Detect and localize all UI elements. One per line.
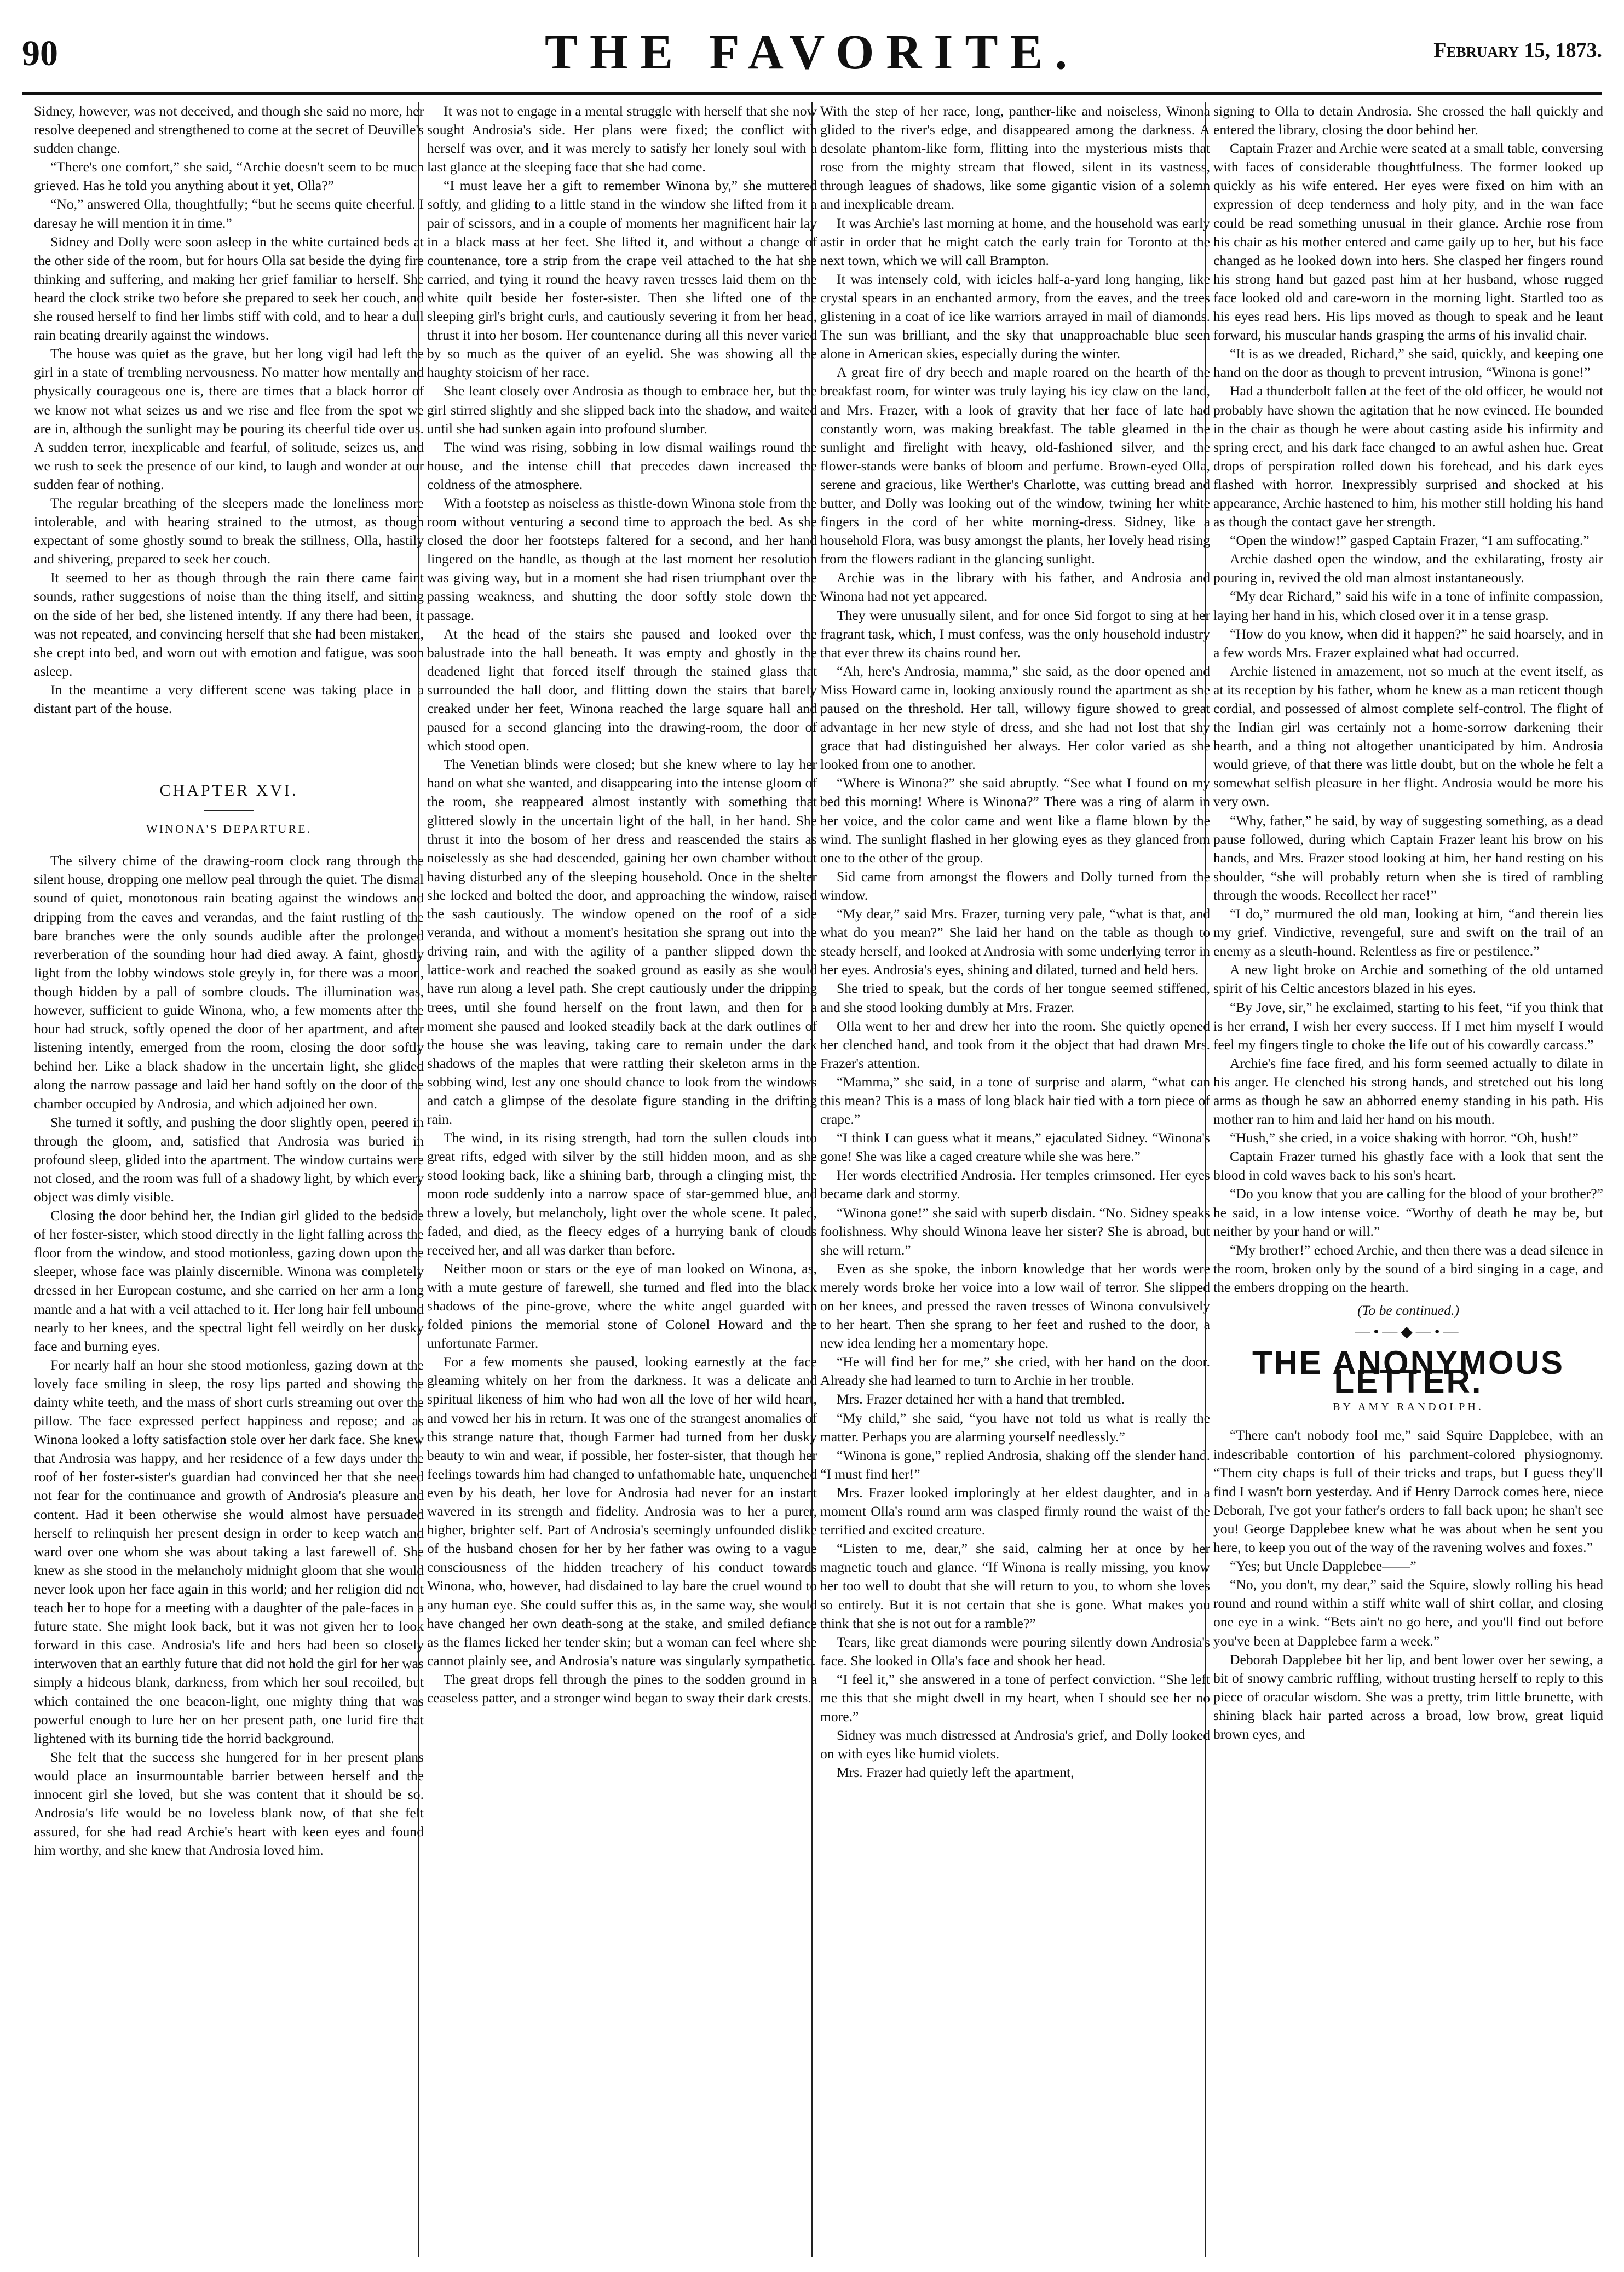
column-1 xyxy=(34,102,424,2257)
byline: BY AMY RANDOLPH. xyxy=(1333,1401,1484,1413)
column-3 xyxy=(820,102,1210,2257)
column-2 xyxy=(427,102,817,2257)
paragraph: It seemed to her as though through the rain there came faint sounds, rather suggestions of noise than the thing itself, and sitting on the side of her bed, she listened intently. If any there had been, it was not repeated, and convincing herself that she had been mistaken, she crept into bed, and worn out with emotion and fatigue, was soon asleep. xyxy=(34,570,424,679)
paragraph: In the meantime a very different scene was taking place in a distant part of the house. xyxy=(34,681,424,716)
paragraph: “By Jove, sir,” he exclaimed, starting to his feet, “if you think that is her errand, I wish her every success. If I met him myself I would feel my fingers tingle to choke the life out of his cowardly carcass.” xyxy=(1213,999,1603,1052)
paragraph: The wind was rising, sobbing in low dismal wailings round the house, and the intense chill that precedes dawn increased the coldness of the atmosphere. xyxy=(427,439,817,492)
paragraph: With a footstep as noiseless as thistle-down Winona stole from the room without venturing a second time to approach the bed. As she closed the door her footsteps faltered for a second, and her hand lingered on the handle, as though at the last moment her resolution was giving way, but in a moment she had risen triumphant over the passing weakness, and shutting the door softly stole down the passage. xyxy=(427,494,817,623)
paragraph: It was not to engage in a mental struggle with herself that she now sought Androsia's side. Her plans were fixed; the conflict with herself was over, and it was merely to satisfy her lonely soul with a last glance at the sleeping face that she had come. xyxy=(427,103,817,175)
paragraph: “My dear Richard,” said his wife in a tone of infinite compassion, laying her hand in his, which closed over it in a tense grasp. xyxy=(1213,588,1603,623)
paragraph: She felt that the success she hungered for in her present plans would place an insurmountable barrier between herself and the innocent girl she loved, but she was content that it should be so. Androsia's life would be no loveless blank now, of that she felt assured, for she had read Archie's heart with keen eyes and found him worthy, and she knew that Androsia loved him. xyxy=(34,1748,424,1859)
paragraph: Tears, like great diamonds were pouring silently down Androsia's face. She looked in Olla's face and shook her head. xyxy=(820,1633,1210,1669)
paragraph: A new light broke on Archie and something of the old untamed spirit of his Celtic ancestors blazed in his eyes. xyxy=(1213,962,1603,997)
paragraph: Captain Frazer and Archie were seated at a small table, conversing with faces of considerable thoughtfulness. The former looked up quickly as his wife entered. Her eyes were fixed on him with an expression of deep tenderness and holy pity, and in the wan face could be read something unusual in their glance. Archie rose from his chair as his mother entered and came gaily up to her, but his face changed as he looked down into hers. She clasped her fingers round his strong hand but gazed past him at her husband, whose rugged face looked old and care-worn in the morning light. Startled too as his eyes read hers. His lips moved as though to speak and he leant forward, his muscular hands grasping the arms of his invalid chair. xyxy=(1213,140,1603,343)
paragraph: “There's one comfort,” she said, “Archie doesn't seem to be much grieved. Has he told you anything about it yet, Olla?” xyxy=(34,159,424,194)
paragraph: “How do you know, when did it happen?” he said hoarsely, and in a few words Mrs. Frazer explained what had occurred. xyxy=(1213,625,1603,660)
paragraph: “Mamma,” she said, in a tone of surprise and alarm, “what can this mean? This is a mass of long black hair tied with a torn piece of crape.” xyxy=(820,1073,1210,1128)
paragraph: Archie's fine face fired, and his form seemed actually to dilate in his anger. He clenched his strong hands, and stretched out his long arms as though he saw an abhorred enemy standing in his path. His mother ran to him and laid her hand on his mouth. xyxy=(1213,1055,1603,1128)
paragraph: Captain Frazer turned his ghastly face with a look that sent the blood in cold waves back to his son's heart. xyxy=(1213,1148,1603,1183)
paragraph: The house was quiet as the grave, but her long vigil had left the girl in a state of trembling nervousness. No matter how mentally and physically courageous one is, there are times that a black horror of we know not what seizes us and we rise and flee from the spot we are in, although the sunlight may be pouring its cheerful tide over us. A sudden terror, inexplicable and fearful, of solitude, seizes us, and we rush to seek the presence of our kind, to laugh and wonder at our sudden fear of nothing. xyxy=(34,346,424,492)
paragraph: “Ah, here's Androsia, mamma,” she said, as the door opened and Miss Howard came in, looking anxiously round the apartment as she paused on the threshold. Her tall, willowy figure showed to great advantage in her new style of dress, and she had not lost that shy grace that had distinguished her always. Her color varied as she looked from one to another. xyxy=(820,663,1210,773)
header-rule xyxy=(22,92,1602,95)
chapter-rule xyxy=(204,810,254,811)
paragraph: The silvery chime of the drawing-room clock rang through the silent house, dropping one mellow peal through the quiet. The dismal sound of quiet, monotonous rain beating against the windows and dripping from the eaves and verandas, and the faint rustling of the bare branches were the only sounds audible after the prolonged reverberation of the sounding hour had died away. A faint, ghostly light from the lobby windows stole greyly in, for there was a moon, though hidden by a pall of sombre clouds. The illumination was, however, sufficient to guide Winona, who, a few moments after the hour had struck, softly opened the door of her apartment, and after listening intently, emerged from the room, closing the door softly behind her. Like a black shadow in the uncertain light, she glided along the narrow passage and laid her hand softly on the door of the chamber occupied by Androsia, and which adjoined her own. xyxy=(34,853,424,1112)
paragraph: Had a thunderbolt fallen at the feet of the old officer, he would not probably have shown the agitation that he now evinced. He bounded in the chair as though he were about casting aside his infirmity and spring erect, and his dark face changed to an awful ashen hue. Great drops of perspiration rolled down his forehead, and his dark eyes flashed with horror. Inexpressibly surprised and shocked at his appearance, Archie hastened to him, his mother still holding his hand as though the contact gave her strength. xyxy=(1213,383,1603,530)
paragraph: “Where is Winona?” she said abruptly. “See what I found on my bed this morning! Where is Winona?” There was a ring of alarm in her voice, and the color came and went like a flame blown by the wind. The sunlight flashed in her glowing eyes as they glanced from one to the other of the group. xyxy=(820,775,1210,866)
paragraph: Mrs. Frazer detained her with a hand that trembled. xyxy=(837,1391,1125,1407)
paragraph: “My brother!” echoed Archie, and then there was a dead silence in the room, broken only by the sound of a bird singing in a cage, and the embers dropping on the hearth. xyxy=(1213,1241,1603,1295)
paragraph: She tried to speak, but the cords of her tongue seemed stiffened, and she stood looking dumbly at Mrs. Frazer. xyxy=(820,980,1210,1015)
paragraph: She turned it softly, and pushing the door slightly open, peered in through the gloom, and, satisfied that Androsia was buried in profound sleep, glided into the apartment. The window curtains were not closed, and the room was full of a shadowy light, by which every object was dimly visible. xyxy=(34,1114,424,1205)
paragraph: Sid came from amongst the flowers and Dolly turned from the window. xyxy=(820,868,1210,903)
paragraph: Deborah Dapplebee bit her lip, and bent lower over her sewing, a bit of snowy cambric ruffling, without trusting herself to reply to this piece of oracular wisdom. She was a pretty, trim little brunette, with shining black hair parted across a broad, low brow, great liquid brown eyes, and xyxy=(1213,1651,1603,1742)
paragraph: Neither moon or stars or the eye of man looked on Winona, as, with a mute gesture of farewell, she turned and fled into the black shadows of the pine-grove, where the white angel guarded with folded pinions the memorial stone of Colonel Howard and the unfortunate Farmer. xyxy=(427,1260,817,1351)
paragraph: Even as she spoke, the inborn knowledge that her words were merely words broke her voice into a low wail of terror. She slipped on her knees, and pressed the raven tresses of Winona convulsively to her heart. Then she sprang to her feet and rushed to the door, a new idea lending her a momentary hope. xyxy=(820,1260,1210,1351)
masthead-title: THE FAVORITE. xyxy=(544,25,1080,79)
paragraph: “I do,” murmured the old man, looking at him, “and therein lies my grief. Vindictive, revengeful, sure and swift on the trail of an enemy as a sleuth-hound. Relentless as fire or pestilence.” xyxy=(1213,906,1603,959)
paragraph: It was Archie's last morning at home, and the household was early astir in order that he might catch the early train for Toronto at the next town, which we will call Brampton. xyxy=(820,215,1210,268)
paragraph: Closing the door behind her, the Indian girl glided to the bedside of her foster-sister, which stood directly in the light falling across the floor from the window, and stood motionless, gazing down upon the sleeper, whose face was plainly discernible. Winona was completely dressed in her European costume, and she carried on her arm a long mantle and a hat with a veil attached to it. Her long hair fell unbound nearly to her knees, and the spectral light fell weirdly on her dusky face and burning eyes. xyxy=(34,1207,424,1354)
page-number: 90 xyxy=(22,33,58,73)
paragraph: “No, you don't, my dear,” said the Squire, slowly rolling his head round and round within a stiff white wall of shirt collar, and closing one eye in a wink. “Bets ain't no go here, and you'll find out before you've been at Dapplebee farm a week.” xyxy=(1213,1577,1603,1649)
paragraph: “Hush,” she cried, in a voice shaking with horror. “Oh, hush!” xyxy=(1230,1130,1579,1146)
paragraph: “Why, father,” he said, by way of suggesting something, as a dead pause followed, during which Captain Frazer leant his brow on his hands, and Mrs. Frazer stood looking at him, her hand resting on his shoulder, “she will probably return when she is tired of rambling through the woods. Recollect her race!” xyxy=(1213,812,1603,903)
paragraph: With the step of her race, long, panther-like and noiseless, Winona glided to the river's edge, and disappeared among the darkness. A desolate phantom-like form, flitting into the mysterious mists that rose from the mighty stream that flowed, silent in its vastness, through leagues of shadows, like some gigantic vision of a solemn and inexplicable dream. xyxy=(820,103,1210,212)
paragraph: “Do you know that you are calling for the blood of your brother?” he said, in a low intense voice. “Worthy of death he may be, but neither by your hand or will.” xyxy=(1213,1186,1603,1239)
to-be-continued: (To be continued.) xyxy=(1357,1302,1459,1318)
ornament-divider: —•—◆—•— xyxy=(1355,1324,1462,1341)
paragraph: The wind, in its rising strength, had torn the sullen clouds into great rifts, edged with silver by the still hidden moon, and as she stood looking back, like a shining barb, through a clinging mist, the moon rode suddenly into a narrow space of star-gemmed blue, and threw a lovely, but melancholy, light over the whole scene. It paled, faded, and died, as the fleecy edges of a hurrying bank of clouds received her, and all was darker than before. xyxy=(427,1130,817,1258)
paragraph: “I feel it,” she answered in a tone of perfect conviction. “She left me this that she might dwell in my heart, when I should see her no more.” xyxy=(820,1671,1210,1725)
page-header xyxy=(22,22,1602,88)
paragraph: “I think I can guess what it means,” ejaculated Sidney. “Winona's gone! She was like a caged creature while she was here.” xyxy=(820,1130,1210,1165)
paragraph: Sidney, however, was not deceived, and though she said no more, her resolve deepened and strengthened to come at the secret of Deuville's sudden change. xyxy=(34,103,424,157)
paragraph: For a few moments she paused, looking earnestly at the face gleaming whitely on her from the darkness. It was a delicate and spiritual likeness of him who had won all the love of her wild heart, and vowed her his in return. It was one of the strangest anomalies of this strange nature that, though Farmer had turned from her dusky beauty to win and wear, if possible, her foster-sister, that though her feelings towards him had changed to unfathomable hate, unquenched even by his death, her love for Androsia had never for an instant wavered in its strength and fidelity. Androsia was to her a purer, higher, brighter self. Part of Androsia's seemingly unfounded dislike of the husband chosen for her by her father was owing to a vague consciousness of the hidden treachery of his conduct towards Winona, who, however, had disdained to lay bare the cruel wound to any human eye. She could suffer this as, in the same way, she would have changed her own death-song at the stake, and smiled defiance as the flames licked her tender skin; but a woman can feel where she cannot plainly see, and Androsia's nature was singularly sympathetic. xyxy=(427,1354,817,1669)
paragraph: The regular breathing of the sleepers made the loneliness more intolerable, and with hearing strained to the utmost, as though expectant of some ghostly sound to break the stillness, Olla, hastily and shivering, prepared to seek her couch. xyxy=(34,494,424,567)
paragraph: signing to Olla to detain Androsia. She crossed the hall quickly and entered the library, closing the door behind her. xyxy=(1213,103,1603,138)
paragraph: Olla went to her and drew her into the room. She quietly opened her clenched hand, and took from it the object that had drawn Mrs. Frazer's attention. xyxy=(820,1017,1210,1071)
paragraph: “Winona gone!” she said with superb disdain. “No. Sidney speaks foolishness. Why should Winona leave her sister? She is abroad, but she will return.” xyxy=(820,1204,1210,1258)
paragraph: At the head of the stairs she paused and looked over the balustrade into the hall beneath. It was empty and ghostly in the deadened light that forced itself through the stained glass that surrounded the hall door, and flitting down the stairs that barely creaked under her feet, Winona reached the large square hall and paused for a second glancing into the drawing-room, the door of which stood open. xyxy=(427,625,817,754)
paragraph: “It is as we dreaded, Richard,” she said, quickly, and keeping one hand on the door as though to prevent intrusion, “Winona is gone!” xyxy=(1213,346,1603,381)
paragraph: Mrs. Frazer had quietly left the apartment, xyxy=(837,1764,1074,1781)
paragraph: Sidney was much distressed at Androsia's grief, and Dolly looked on with eyes like humid violets. xyxy=(820,1727,1210,1762)
paragraph: “My dear,” said Mrs. Frazer, turning very pale, “what is that, and what do you mean?” She laid her hand on the table as though to steady herself, and looked at Androsia with some underlying terror in her eyes. Androsia's eyes, shining and dilated, turned and held hers. xyxy=(820,906,1210,978)
paragraph: The great drops fell through the pines to the sodden ground in a ceaseless patter, and a stronger wind began to sway their dark crests. xyxy=(427,1671,817,1706)
paragraph: “There can't nobody fool me,” said Squire Dapplebee, with an indescribable contortion of his parchment-colored physiognomy. “Them city chaps is full of their tricks and traps, but I guess they'll find I wasn't born yesterday. And if Henry Darrock comes here, niece Deborah, I've got your father's orders to fall back upon; he shan't see you! George Dapplebee knew what he was about when he sent you here, to keep you out of the way of the ravening wolves and foxes.” xyxy=(1213,1427,1603,1556)
paragraph: “Listen to me, dear,” she said, calming her at once by her magnetic touch and glance. “If Winona is really missing, you know her too well to doubt that she will return to you, to whom she loves so entirely. But it is not certain that she is gone. What makes you think that she is not out for a ramble?” xyxy=(820,1540,1210,1631)
paragraph: “No,” answered Olla, thoughtfully; “but he seems quite cheerful. I daresay he will mention it in time.” xyxy=(34,196,424,231)
chapter-heading: CHAPTER XVI. xyxy=(159,781,298,800)
column-4 xyxy=(1213,102,1603,2257)
paragraph: “Winona is gone,” replied Androsia, shaking off the slender hand. “I must find her!” xyxy=(820,1447,1210,1482)
paragraph: “Open the window!” gasped Captain Frazer, “I am suffocating.” xyxy=(1230,532,1590,549)
paragraph: It was intensely cold, with icicles half-a-yard long hanging, like crystal spears in an enchanted armory, from the eaves, and the trees glistening in a coat of ice like warriors arrayed in mail of diamonds. The sun was brilliant, and the sky that unapproachable blue seen alone in American skies, especially during the winter. xyxy=(820,271,1210,362)
paragraph: They were unusually silent, and for once Sid forgot to sing at her fragrant task, which, I must confess, was the only household industry that ever threw its chains round her. xyxy=(820,607,1210,660)
paragraph: Archie dashed open the window, and the exhilarating, frosty air pouring in, revived the old man almost instantaneously. xyxy=(1213,551,1603,586)
paragraph: She leant closely over Androsia as though to embrace her, but the girl stirred slightly and she slipped back into the shadow, and waited until she had sunken again into profound slumber. xyxy=(427,383,817,436)
paragraph: Archie was in the library with his father, and Androsia and Winona had not yet appeared. xyxy=(820,570,1210,605)
issue-date: February 15, 1873. xyxy=(1433,39,1602,62)
paragraph: Her words electrified Androsia. Her temples crimsoned. Her eyes became dark and stormy. xyxy=(820,1167,1210,1202)
story-title: THE ANONYMOUS LETTER. xyxy=(1252,1344,1565,1400)
paragraph: Sidney and Dolly were soon asleep in the white curtained beds at the other side of the room, but for hours Olla sat beside the dying fire thinking and suffering, and making her grief familiar to herself. She heard the clock strike two before she prepared to seek her couch, and she roused herself to find her limbs stiff with cold, and to hear a dull rain beating drearily against the windows. xyxy=(34,233,424,343)
paragraph: For nearly half an hour she stood motionless, gazing down at the lovely face smiling in sleep, the rosy lips parted and showing the dainty white teeth, and the mass of short curls streaming out over the pillow. The face expressed perfect happiness and repose; and as Winona looked a lofty satisfaction stole over her dark face. She knew that Androsia was happy, and her residence of a few days under the roof of her foster-sister's guardian had convinced her that she need not fear for the continuance and growth of Androsia's pleasure and content. Had it been otherwise she would almost have persuaded herself to relinquish her present design in order to keep watch and ward over one whom she was about taking a last farewell of. She knew as she stood in the melancholy midnight gloom that she would never look upon her face again in this world; and her religion did not teach her to hope for a meeting with a daughter of the pale-faces in a future state. She might look back, but it was not given her to look forward in this case. Androsia's life and hers had been so closely interwoven that an earthly future that did not hold the girl for her was simply a hideous blank, darkness, from which her soul recoiled, but which contained the one beacon-light, one mighty thing that was powerful enough to lure her on her present path, one lurid fire that lightened with its burning tide the horrid background. xyxy=(34,1356,424,1746)
paragraph: Mrs. Frazer looked imploringly at her eldest daughter, and in a moment Olla's round arm was clasped firmly round the waist of the terrified and excited creature. xyxy=(820,1484,1210,1538)
paragraph: The Venetian blinds were closed; but she knew where to lay her hand on what she wanted, and disappearing into the intense gloom of the room, she reappeared almost instantly with something that glittered slowly in the uncertain light of the hall, in her hand. She thrust it into the bosom of her dress and reascended the stairs as noiselessly as she had descended, gaining her own chamber without having disturbed any of the sleeping household. Once in the shelter she locked and bolted the door, and approaching the window, raised the sash cautiously. The window opened on the roof of a side veranda, and without a moment's hesitation she sprang out into the driving rain, and with the agility of a panther slipped down the lattice-work and reached the soaked ground as easily as she would have run along a level path. She crept cautiously under the dripping trees, until she found herself on the front lawn, and then for a moment she paused and looked steadily back at the dark outlines of the house she was leaving, taking care to remain under the dark shadows of the maples that were rattling their skeleton arms in the sobbing wind, lest any one should chance to look from the windows and catch a glimpse of the desolate figure standing in the drifting rain. xyxy=(427,756,817,1128)
paragraph: “He will find her for me,” she cried, with her hand on the door. Already she had learned to turn to Archie in her trouble. xyxy=(820,1354,1210,1389)
paragraph: “I must leave her a gift to remember Winona by,” she muttered softly, and gliding to a little stand in the window she lifted from it a pair of scissors, and in a couple of moments her magnificent hair lay in a black mass at her feet. She lifted it, and without a change of countenance, tore a strip from the crape veil attached to the hat she carried, and tying it round the heavy raven tresses laid them on the white quilt beside her foster-sister. Then she lifted one of the sleeping girl's bright curls, and cautiously severing it from her head, thrust it into her bosom. Her countenance during all this never varied by so much as the quiver of an eyelid. She was showing all the haughty stoicism of her race. xyxy=(427,177,817,381)
paragraph: A great fire of dry beech and maple roared on the hearth of the breakfast room, for winter was truly laying his icy claw on the land, and Mrs. Frazer, with a look of gravity that her face of late had constantly worn, was making breakfast. The table gleamed in the sunlight and firelight with heavy, old-fashioned silver, and the flower-stands were banks of bloom and perfume. Brown-eyed Olla, serene and gracious, like Werther's Charlotte, was cutting bread and butter, and Dolly was looking out of the window, twining her white fingers in the cord of her white morning-dress. Sidney, like a household Flora, was busy amongst the plants, her lovely head rising from the flowers radiant in the glancing sunlight. xyxy=(820,364,1210,567)
paragraph: “Yes; but Uncle Dapplebee——” xyxy=(1230,1558,1416,1574)
paragraph: Archie listened in amazement, not so much at the event itself, as at its reception by his father, whom he knew as a man reticent though cordial, and possessed of almost complete self-control. The flight of the Indian girl was certainly not a home-sorrow darkening their hearth, and a thing not altogether unanticipated by him. Androsia would grieve, of that there was little doubt, but on the whole he felt a somewhat selfish pleasure in her flight. Androsia would be more his very own. xyxy=(1213,663,1603,810)
paragraph: “My child,” she said, “you have not told us what is really the matter. Perhaps you are alarming yourself needlessly.” xyxy=(820,1410,1210,1445)
chapter-subtitle: WINONA'S DEPARTURE. xyxy=(146,822,312,836)
